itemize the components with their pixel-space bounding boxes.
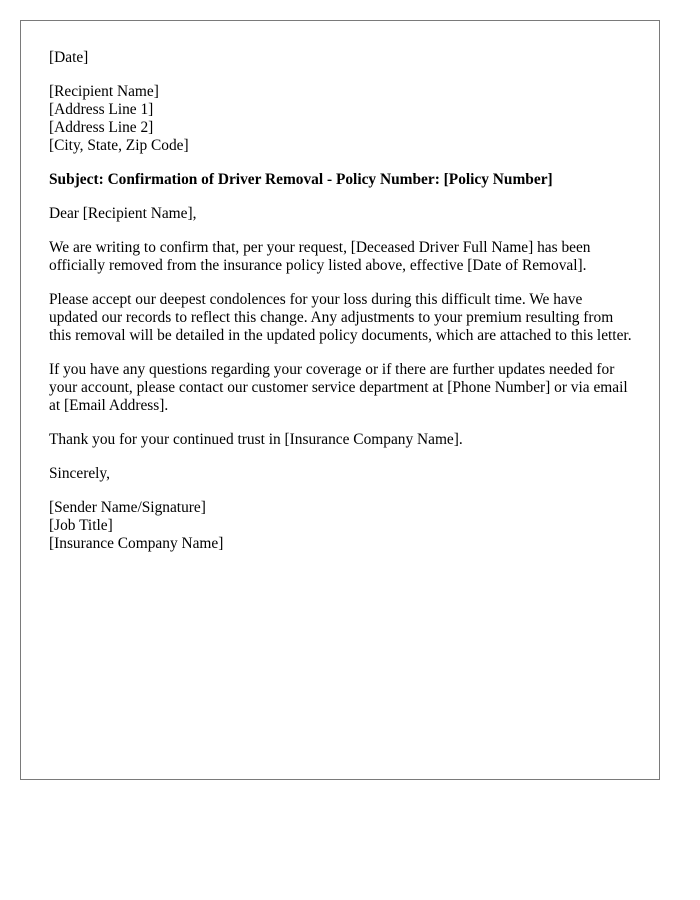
body-paragraph-thanks: Thank you for your continued trust in [Insurance Company Name].	[49, 431, 463, 448]
salutation: Dear [Recipient Name],	[49, 205, 197, 222]
recipient-address	[49, 83, 633, 155]
recipient-address-line-2: [Address Line 2]	[49, 119, 154, 136]
date-block	[49, 49, 633, 67]
signature-block	[49, 499, 633, 553]
body-paragraph-contact: If you have any questions regarding your coverage or if there are further updates needed for your account, please contact our customer service department at [Phone Number] or via email at [Email Address].	[49, 361, 628, 414]
sender-company: [Insurance Company Name]	[49, 535, 224, 552]
closing: Sincerely,	[49, 465, 110, 482]
recipient-address-line-1: [Address Line 1]	[49, 101, 154, 118]
sender-name: [Sender Name/Signature]	[49, 499, 206, 516]
recipient-city-state-zip: [City, State, Zip Code]	[49, 137, 189, 154]
body-paragraph-condolences: Please accept our deepest condolences for your loss during this difficult time. We have updated our records to reflect this change. Any adjustments to your premium resulting from this removal will be detailed in the updated policy documents, which are attached to this letter.	[49, 291, 632, 344]
letter-page	[20, 20, 660, 780]
letter-date: [Date]	[49, 49, 89, 66]
sender-job-title: [Job Title]	[49, 517, 113, 534]
recipient-name: [Recipient Name]	[49, 83, 159, 100]
letter-subject: Subject: Confirmation of Driver Removal - Policy Number: [Policy Number]	[49, 171, 553, 188]
body-paragraph-confirmation: We are writing to confirm that, per your request, [Deceased Driver Full Name] has been officially removed from the insurance policy listed above, effective [Date of Removal].	[49, 239, 591, 274]
